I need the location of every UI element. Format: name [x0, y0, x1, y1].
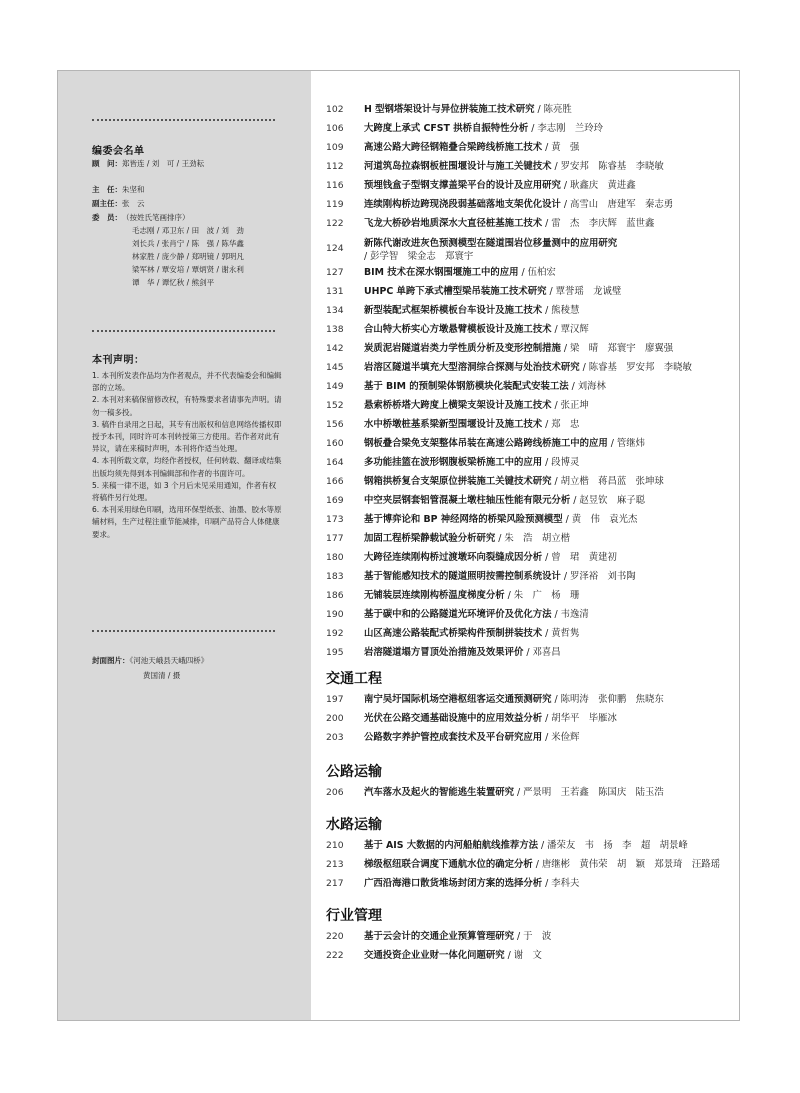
toc-entry[interactable]	[322, 176, 732, 195]
toc-entry-text	[364, 343, 732, 354]
toc-article-title: 炭质泥岩隧道岩类力学性质分析及变形控制措施	[364, 343, 561, 354]
toc-authors: / 罗泽裕 刘书陶	[560, 571, 636, 582]
toc-entry[interactable]	[322, 567, 732, 586]
toc-entry-text	[364, 878, 732, 889]
toc-authors: / 邓喜昌	[523, 647, 561, 658]
toc-article-title: 悬索桥桥塔大跨度上横梁支架设计及施工技术	[364, 400, 552, 411]
advisor-label: 顾 问：	[92, 159, 122, 168]
toc-article-title: 公路数字养护管控成套技术及平台研究应用	[364, 732, 543, 743]
toc-page-number: 109	[326, 142, 344, 153]
toc-article-title: 预埋钱盒子型钢支撑盖梁平台的设计及应用研究	[364, 180, 561, 191]
toc-page-number: 112	[326, 161, 344, 172]
cover-credit: 黄国清 / 摄	[143, 671, 181, 680]
toc-page-number: 138	[326, 324, 344, 335]
toc-page-number: 160	[326, 438, 344, 449]
toc-authors: / 刘海林	[568, 381, 606, 392]
toc-authors: / 张正坤	[551, 400, 589, 411]
toc-article-title: 新陈代谢改进灰色预测模型在隧道围岩位移量测中的应用研究	[364, 238, 618, 249]
toc-article-title: 基于云会计的交通企业预算管理研究	[364, 931, 515, 942]
toc-entry-text	[364, 609, 732, 620]
toc-authors: / 黄 伟 袁光杰	[562, 514, 638, 525]
toc-entry[interactable]	[322, 434, 732, 453]
toc-entry-text	[364, 419, 732, 430]
toc-entry[interactable]	[322, 195, 732, 214]
toc-article-title: 南宁吴圩国际机场空港枢纽客运交通预测研究	[364, 694, 552, 705]
toc-article-title: 交通投资企业业财一体化问题研究	[364, 950, 505, 961]
vice-director-value: 张 云	[122, 199, 145, 208]
toc-entry[interactable]	[322, 529, 732, 548]
toc-entry[interactable]	[322, 491, 732, 510]
toc-entry[interactable]	[322, 510, 732, 529]
toc-authors: / 覃誉瑶 龙诚璧	[546, 286, 622, 297]
section-heading-road-transport: 公路运输	[326, 764, 382, 780]
member-line: 梁军林 / 覃安培 / 覃炳贤 / 谢永利	[132, 265, 244, 274]
toc-article-title: 基于碳中和的公路隧道光环境评价及优化方法	[364, 609, 552, 620]
toc-article-title: 大跨度上承式 CFST 拱桥自振特性分析	[364, 123, 529, 134]
dotted-divider	[92, 119, 275, 121]
toc-page-number: 200	[326, 713, 344, 724]
toc-article-title: 加固工程桥梁静载试验分析研究	[364, 533, 496, 544]
notice-item: 2. 本刊对来稿保留修改权，有特殊要求者请事先声明。请勿一稿多投。	[92, 395, 282, 417]
toc-entry-text	[364, 571, 732, 582]
toc-authors: / 段博灵	[542, 457, 580, 468]
toc-entry[interactable]	[322, 586, 732, 605]
toc-entry-text	[364, 457, 732, 468]
toc-entry-text	[364, 647, 732, 658]
toc-entry-text	[364, 161, 732, 172]
toc-article-title: 多功能挂篮在波形钢腹板梁桥施工中的应用	[364, 457, 543, 468]
toc-entry[interactable]	[322, 415, 732, 434]
toc-entry[interactable]	[322, 643, 732, 662]
toc-page-number: 166	[326, 476, 344, 487]
toc-page-number: 169	[326, 495, 344, 506]
toc-page-number: 127	[326, 267, 344, 278]
members-label: 委 员：	[92, 213, 122, 222]
toc-entry-text	[364, 787, 732, 798]
toc-authors: / 米俭辉	[542, 732, 580, 743]
toc-entry[interactable]	[322, 783, 732, 802]
toc-article-title: 钢箱拱桥复合支架原位拼装施工关键技术研究	[364, 476, 552, 487]
director-row	[92, 184, 145, 195]
toc-page-number: 186	[326, 590, 344, 601]
toc-entry-text	[364, 362, 732, 373]
section-heading-industry-management: 行业管理	[326, 908, 382, 924]
toc-article-title: 汽车落水及起火的智能逃生装置研究	[364, 787, 515, 798]
toc-authors: / 韦逸清	[551, 609, 589, 620]
toc-page-number: 134	[326, 305, 344, 316]
toc-group-industry-management	[322, 927, 732, 965]
committee-title: 编委会名单	[92, 146, 145, 157]
toc-entry-text	[364, 495, 732, 506]
toc-authors: / 覃汉辉	[551, 324, 589, 335]
toc-entry-text	[364, 713, 732, 724]
notice-item: 3. 稿件自录用之日起，其专有出版权和信息网络传播权即授予本刊，同时许可本刊转授第三方使用。若作者对此有异议，请在来稿时声明，本刊将作适当处理。	[92, 419, 282, 454]
toc-entry[interactable]	[322, 709, 732, 728]
dotted-divider	[92, 630, 275, 632]
toc-authors: / 陈睿基 罗安邦 李晓敏	[579, 362, 692, 373]
toc-group-bridges-tunnels	[322, 100, 732, 662]
toc-page-number: 203	[326, 732, 344, 743]
toc-entry[interactable]	[322, 624, 732, 643]
toc-entry-text	[364, 180, 732, 191]
toc-entry-text	[364, 514, 732, 525]
toc-article-title: 合山特大桥实心方墩悬臂模板设计及施工技术	[364, 324, 552, 335]
toc-article-title: 新型装配式框架桥模板台车设计及施工技术	[364, 305, 543, 316]
toc-article-title: 无铺装层连续刚构桥温度梯度分析	[364, 590, 505, 601]
toc-entry[interactable]	[322, 138, 732, 157]
toc-entry[interactable]	[322, 377, 732, 396]
toc-entry[interactable]	[322, 605, 732, 624]
toc-article-title: 基于博弈论和 BP 神经网络的桥梁风险预测模型	[364, 514, 563, 525]
advisor-value: 郑皆连 / 刘 可 / 王劲耘	[122, 159, 205, 168]
toc-entry[interactable]	[322, 728, 732, 747]
toc-entry-text	[364, 590, 732, 601]
toc-page-number: 197	[326, 694, 344, 705]
toc-authors: / 黄 强	[542, 142, 580, 153]
toc-entry-text	[364, 476, 732, 487]
toc-authors: / 高雪山 唐建军 秦志勇	[560, 199, 674, 210]
toc-authors: / 赵昱钦 麻子聪	[570, 495, 646, 506]
toc-entry[interactable]	[322, 548, 732, 567]
toc-group-road-transport	[322, 783, 732, 802]
toc-article-title: UHPC 单跨下承式槽型梁吊装施工技术研究	[364, 286, 547, 297]
cover-title: 《河池天峨县天峨四桥》	[129, 656, 209, 665]
toc-article-title: 梯级枢纽联合调度下通航水位的确定分析	[364, 859, 533, 870]
advisor-row	[92, 158, 204, 169]
toc-entry[interactable]	[322, 282, 732, 301]
toc-authors: / 朱 浩 胡立楷	[495, 533, 571, 544]
toc-entry-text	[364, 123, 732, 134]
toc-entry[interactable]	[322, 320, 732, 339]
toc-page-number: 122	[326, 218, 344, 229]
toc-page-number: 116	[326, 180, 344, 191]
toc-entry-text	[364, 732, 732, 743]
member-line: 谭 华 / 谭忆秋 / 熊剑平	[132, 278, 215, 287]
toc-page-number: 142	[326, 343, 344, 354]
members-row	[92, 212, 190, 223]
notice-title: 本刊声明：	[92, 355, 145, 366]
toc-article-title: 基于 AIS 大数据的内河船舶航线推荐方法	[364, 840, 539, 851]
toc-entry-text	[364, 950, 732, 961]
toc-article-title: 连续刚构桥边跨现浇段弱基础落地支架优化设计	[364, 199, 561, 210]
toc-authors: / 曾 珺 黄建初	[542, 552, 617, 563]
toc-article-title: 水中桥墩桩基系梁新型围堰设计及施工技术	[364, 419, 543, 430]
toc-article-title: 基于智能感知技术的隧道照明按需控制系统设计	[364, 571, 561, 582]
notice-item: 6. 本刊采用绿色印刷，选用环保型纸张、油墨、胶水等原辅材料，生产过程注重节能减排，印刷产品符合人体健康要求。	[92, 505, 282, 539]
notice-item: 1. 本刊所发表作品均为作者观点，并不代表编委会和编辑部的立场。	[92, 371, 282, 393]
toc-page-number: 119	[326, 199, 344, 210]
toc-authors: / 于 波	[514, 931, 552, 942]
director-value: 朱坚和	[122, 185, 145, 194]
toc-page-number: 152	[326, 400, 344, 411]
toc-entry-text	[364, 552, 732, 563]
notice-item: 4. 本刊所载文章，均经作者授权，任何转载、翻译或结集出版均须先得到本刊编辑部和作者的书面许可。	[92, 456, 282, 478]
toc-authors: / 朱 广 杨 珊	[504, 590, 580, 601]
toc-page-number: 102	[326, 104, 344, 115]
director-label: 主 任：	[92, 185, 122, 194]
toc-page-number: 177	[326, 533, 344, 544]
toc-article-title: 岩溶隧道塌方冒顶处治措施及效果评价	[364, 647, 524, 658]
toc-entry-text	[364, 324, 732, 335]
toc-page-number: 173	[326, 514, 344, 525]
toc-entry-text	[364, 628, 732, 639]
toc-page-number: 106	[326, 123, 344, 134]
toc-entry[interactable]	[322, 472, 732, 491]
toc-authors: / 彭学智 梁金志 郑寰宇	[364, 251, 474, 262]
toc-page-number: 210	[326, 840, 344, 851]
notice-body	[92, 370, 282, 541]
toc-page-number: 192	[326, 628, 344, 639]
member-line: 林家胜 / 庞少静 / 郑明镜 / 郭明凡	[132, 252, 244, 261]
toc-entry-text	[364, 931, 732, 942]
vice-director-label: 副主任：	[92, 199, 122, 208]
toc-entry[interactable]	[322, 339, 732, 358]
toc-authors: / 李科夫	[542, 878, 580, 889]
toc-page-number: 183	[326, 571, 344, 582]
toc-entry-text	[364, 199, 732, 210]
toc-page-number: 164	[326, 457, 344, 468]
toc-article-title: 飞龙大桥砂岩地质深水大直径桩基施工技术	[364, 218, 543, 229]
toc-entry-text	[364, 400, 732, 411]
toc-entry-text	[364, 694, 732, 705]
toc-article-title: 大跨径连续刚构桥过渡墩环向裂缝成因分析	[364, 552, 543, 563]
toc-authors: / 熊稜慧	[542, 305, 580, 316]
toc-entry-text	[364, 438, 732, 449]
toc-entry[interactable]	[322, 836, 732, 855]
toc-entry-text	[364, 286, 732, 297]
notice-item: 5. 来稿一律不退，如 3 个月后未见采用通知，作者有权将稿件另行处理。	[92, 480, 277, 503]
toc-page-number: 206	[326, 787, 344, 798]
toc-page-number: 190	[326, 609, 344, 620]
members-note: （按姓氏笔画排序）	[122, 213, 190, 222]
toc-authors: / 雷 杰 李庆辉 蓝世鑫	[542, 218, 655, 229]
toc-entry-text	[364, 237, 732, 263]
toc-entry[interactable]	[322, 358, 732, 377]
toc-entry-text	[364, 533, 732, 544]
member-line: 刘长兵 / 张肖宁 / 陈 强 / 陈华鑫	[132, 239, 244, 248]
toc-article-title: 山区高速公路装配式桥梁构件预制拼装技术	[364, 628, 543, 639]
toc-page-number: 180	[326, 552, 344, 563]
toc-authors: / 耿鑫庆 黄进鑫	[560, 180, 636, 191]
toc-article-title: H 型钢塔架设计与异位拼装施工技术研究	[364, 104, 535, 115]
toc-article-title: 基于 BIM 的预制梁体钢筋模块化装配式安装工法	[364, 381, 569, 392]
toc-entry[interactable]	[322, 946, 732, 965]
toc-authors: / 陈亮胜	[534, 104, 572, 115]
toc-entry[interactable]	[322, 214, 732, 233]
toc-entry-text	[364, 859, 732, 870]
toc-authors: / 郑 忠	[542, 419, 580, 430]
toc-entry-text	[364, 218, 732, 229]
toc-entry[interactable]	[322, 874, 732, 893]
toc-entry-text	[364, 305, 732, 316]
toc-page-number: 131	[326, 286, 344, 297]
toc-entry[interactable]	[322, 690, 732, 709]
toc-entry[interactable]	[322, 157, 732, 176]
toc-entry[interactable]	[322, 453, 732, 472]
toc-entry[interactable]	[322, 233, 732, 263]
toc-entry-text	[364, 267, 732, 278]
cover-label: 封面图片：	[92, 656, 130, 665]
toc-entry[interactable]	[322, 119, 732, 138]
toc-entry[interactable]	[322, 396, 732, 415]
vice-director-row	[92, 198, 145, 209]
toc-entry[interactable]	[322, 100, 732, 119]
toc-entry-text	[364, 142, 732, 153]
toc-article-title: 中空夹层钢套铝管混凝土墩柱轴压性能有限元分析	[364, 495, 571, 506]
toc-entry-text	[364, 381, 732, 392]
toc-authors: / 罗安邦 陈睿基 李晓敏	[551, 161, 664, 172]
toc-article-title: 钢板叠合梁免支架整体吊装在高速公路跨线桥施工中的应用	[364, 438, 608, 449]
toc-entry-text	[364, 840, 732, 851]
toc-authors: / 潘荣友 韦 扬 李 超 胡景峰	[538, 840, 688, 851]
toc-entry[interactable]	[322, 301, 732, 320]
toc-authors: / 胡立楷 蒋昌蓝 张坤球	[551, 476, 664, 487]
toc-page-number: 220	[326, 931, 344, 942]
toc-page-number: 195	[326, 647, 344, 658]
toc-page-number: 145	[326, 362, 344, 373]
toc-authors: / 黄哲隽	[542, 628, 580, 639]
toc-page-number: 124	[326, 243, 344, 254]
member-line: 毛志刚 / 邓卫东 / 田 波 / 刘 劲	[132, 226, 244, 235]
toc-authors: / 管继炜	[607, 438, 646, 449]
toc-group-traffic-engineering	[322, 690, 732, 747]
section-heading-waterway-transport: 水路运输	[326, 817, 382, 833]
dotted-divider	[92, 330, 275, 332]
toc-authors: / 唐继彬 黄伟荣 胡 颖 郑景琦 汪路瑶	[532, 859, 721, 870]
toc-article-title: 高速公路大跨径钢箱叠合梁跨线桥施工技术	[364, 142, 543, 153]
table-of-contents	[322, 100, 732, 965]
toc-entry[interactable]	[322, 855, 732, 874]
toc-entry[interactable]	[322, 263, 732, 282]
toc-article-title: 广西沿海港口散货堆场封闭方案的选择分析	[364, 878, 543, 889]
toc-group-waterway-transport	[322, 836, 732, 893]
toc-entry[interactable]	[322, 927, 732, 946]
toc-page-number: 222	[326, 950, 344, 961]
toc-authors: / 胡华平 毕雁冰	[542, 713, 617, 724]
toc-authors: / 严景明 王若鑫 陈国庆 陆玉浩	[514, 787, 664, 798]
toc-page-number: 217	[326, 878, 344, 889]
toc-authors: / 梁 晴 郑寰宇 廖翼强	[560, 343, 674, 354]
toc-article-title: 河道筑岛拉森钢板桩围堰设计与施工关键技术	[364, 161, 552, 172]
toc-page-number: 213	[326, 859, 344, 870]
toc-authors: / 陈明涛 张仰鹏 焦晓东	[551, 694, 664, 705]
toc-article-title: 光伏在公路交通基础设施中的应用效益分析	[364, 713, 543, 724]
cover-caption	[92, 655, 208, 666]
toc-article-title: 岩溶区隧道半填充大型溶洞综合探测与处治技术研究	[364, 362, 580, 373]
member-list	[132, 224, 244, 289]
toc-article-title: BIM 技术在深水钢围堰施工中的应用	[364, 267, 519, 278]
toc-authors: / 李志刚 兰玲玲	[528, 123, 603, 134]
section-heading-traffic-engineering: 交通工程	[326, 671, 382, 687]
toc-page-number: 156	[326, 419, 344, 430]
toc-page-number: 149	[326, 381, 344, 392]
toc-entry-text	[364, 104, 732, 115]
toc-authors: / 谢 文	[504, 950, 542, 961]
toc-authors: / 伍柏宏	[518, 267, 556, 278]
